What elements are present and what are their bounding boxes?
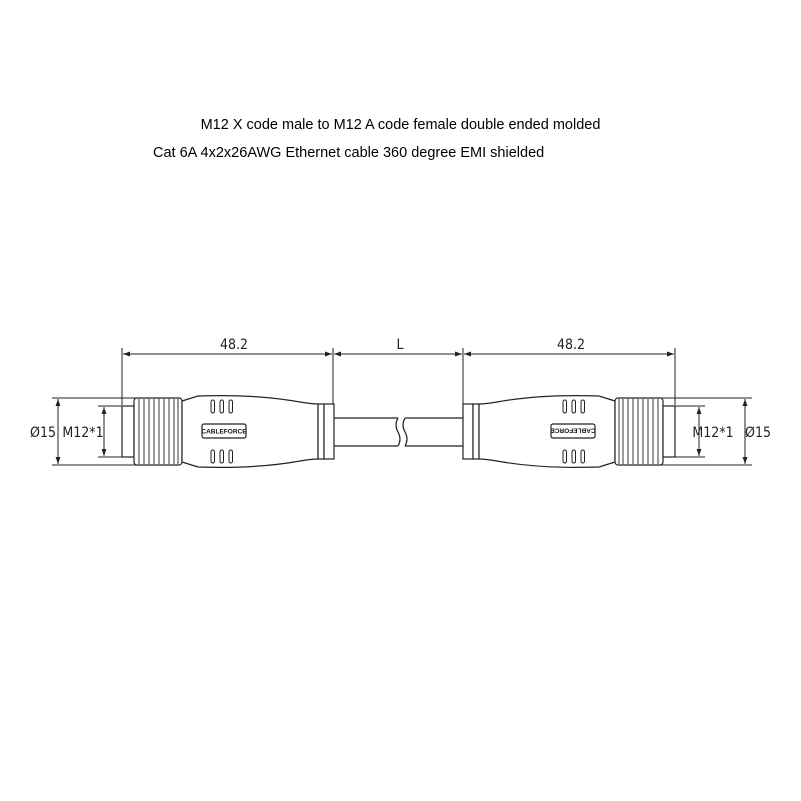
cable-break-right	[403, 418, 407, 446]
right-ring-1	[473, 404, 479, 459]
left-ring-1	[318, 404, 324, 459]
title-line-1: M12 X code male to M12 A code female double ended molded	[200, 117, 601, 133]
right-thread-face	[663, 406, 675, 457]
right-brand-label: CABLEFORCE	[550, 426, 596, 434]
left-brand-label: CABLEFORCE	[201, 428, 247, 436]
title-line-2: Cat 6A 4x2x26AWG Ethernet cable 360 degree EMI shielded	[153, 145, 545, 161]
right-ring-2	[463, 404, 473, 459]
right-coupling-nut	[615, 398, 663, 465]
right-length-label: 48.2	[556, 337, 586, 353]
cable	[334, 418, 463, 446]
left-thread-face	[122, 406, 134, 457]
cable-length-label: L	[396, 337, 404, 353]
left-length-label: 48.2	[219, 337, 249, 353]
right-outer-diameter-label: Ø15	[745, 425, 771, 441]
right-thread-label: M12*1	[692, 425, 734, 441]
left-outer-diameter-label: Ø15	[30, 425, 56, 441]
cable-break-left	[396, 418, 400, 446]
left-ring-2	[324, 404, 334, 459]
left-coupling-nut	[134, 398, 182, 465]
left-thread-label: M12*1	[62, 425, 104, 441]
